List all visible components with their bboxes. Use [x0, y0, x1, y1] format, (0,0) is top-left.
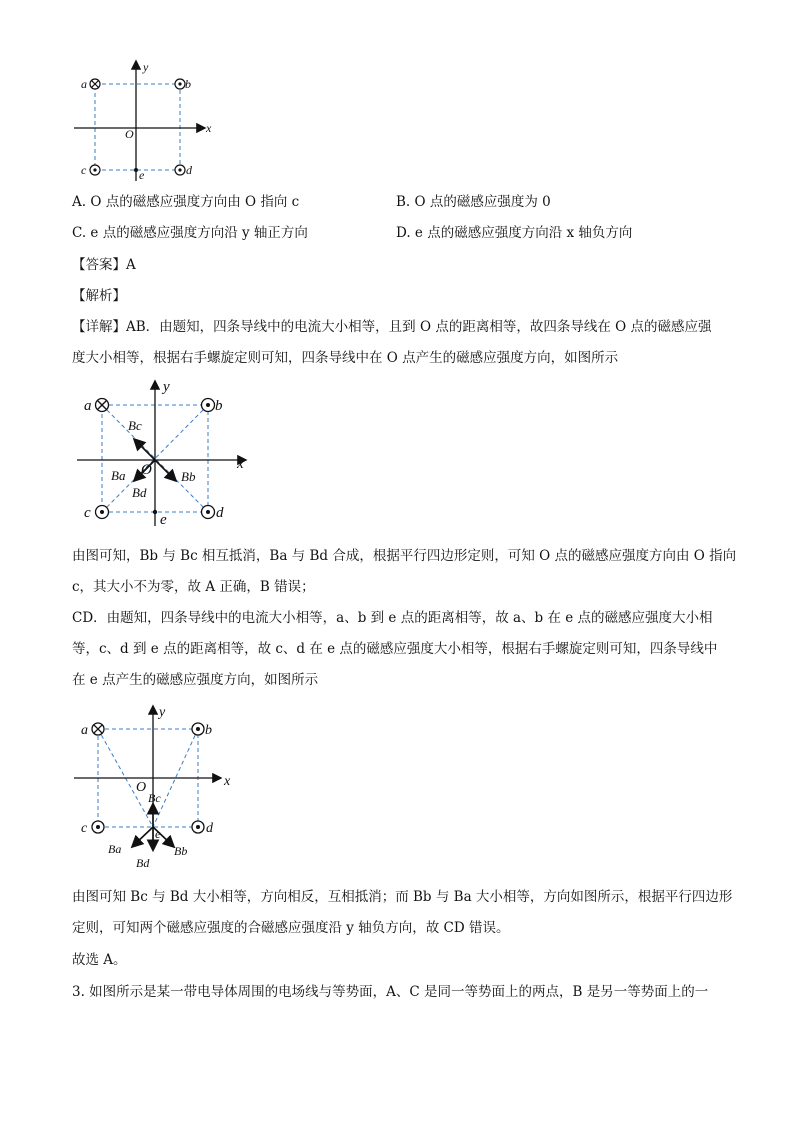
- label-c: c: [84, 505, 91, 521]
- label-y: y: [159, 705, 166, 720]
- answer-label: 【答案】A: [72, 257, 136, 273]
- label-Bc: Bc: [148, 791, 161, 805]
- label-a: a: [81, 723, 88, 738]
- para2-line-2: c，其大小不为零，故 A 正确，B 错误；: [72, 579, 315, 595]
- label-c: c: [81, 163, 87, 177]
- para2-line-3: CD．由题知，四条导线中的电流大小相等，a、b 到 e 点的距离相等，故 a、b 在 e 点的磁感应强度大小相: [72, 610, 713, 626]
- option-c: C. e 点的磁感应强度方向沿 y 轴正方向: [72, 225, 308, 241]
- label-b: b: [185, 77, 191, 91]
- figure-3-diagram: [72, 702, 247, 872]
- label-O: O: [136, 780, 147, 795]
- label-e: e: [160, 512, 167, 528]
- label-d: d: [206, 821, 213, 836]
- label-Bd: Bd: [136, 856, 150, 870]
- label-y: y: [163, 379, 170, 395]
- label-Ba: Ba: [108, 842, 122, 856]
- figure-1-diagram: [70, 58, 220, 183]
- wire-a-into-page-icon: [90, 79, 100, 89]
- label-x: x: [224, 774, 231, 789]
- wire-c-out-of-page-icon: [96, 506, 109, 519]
- figure-2-diagram: [75, 378, 255, 528]
- label-O: O: [141, 462, 152, 478]
- wire-d-out-of-page-icon: [202, 506, 215, 519]
- wire-d-out-of-page-icon: [175, 165, 185, 175]
- detail-line-1: 【详解】AB．由题知，四条导线中的电流大小相等，且到 O 点的距离相等，故四条导线在 O 点的磁感应强: [72, 319, 712, 335]
- para3-line-1: 由图可知 Bc 与 Bd 大小相等，方向相反，互相抵消；而 Bb 与 Ba 大小相等，方向如图所示，根据平行四边形: [72, 889, 733, 905]
- option-b: B. O 点的磁感应强度为 0: [396, 194, 551, 210]
- wire-b-out-of-page-icon: [202, 399, 215, 412]
- para2-line-4: 等，c、d 到 e 点的距离相等，故 c、d 在 e 点的磁感应强度大小相等，根据右手螺旋定则可知，四条导线中: [72, 641, 718, 657]
- label-Bb: Bb: [181, 469, 196, 484]
- wire-a-into-page-icon: [92, 723, 104, 735]
- para2-line-5: 在 e 点产生的磁感应强度方向，如图所示: [72, 672, 319, 688]
- label-e: e: [139, 168, 145, 182]
- wire-b-out-of-page-icon: [175, 79, 185, 89]
- wire-a-into-page-icon: [96, 399, 109, 412]
- analysis-label: 【解析】: [72, 288, 126, 304]
- label-O: O: [125, 127, 134, 141]
- label-a: a: [81, 77, 87, 91]
- label-y: y: [143, 60, 149, 74]
- label-Ba: Ba: [111, 468, 126, 483]
- label-d: d: [216, 505, 224, 521]
- para3-line-2: 定则，可知两个磁感应强度的合磁感应强度沿 y 轴负方向，故 CD 错误。: [72, 920, 510, 936]
- label-c: c: [81, 821, 88, 836]
- label-b: b: [215, 398, 223, 414]
- question-3-stem: 3. 如图所示是某一带电导体周围的电场线与等势面，A、C 是同一等势面上的两点，B 是另一等势面上的一: [72, 984, 709, 1000]
- point-e: [134, 168, 138, 172]
- para2-line-1: 由图可知，Bb 与 Bc 相互抵消，Ba 与 Bd 合成，根据平行四边形定则，可知 O 点的磁感应强度方向由 O 指向: [72, 548, 737, 564]
- para3-line-3: 故选 A。: [72, 952, 127, 968]
- point-e: [153, 510, 157, 514]
- wire-d-out-of-page-icon: [192, 821, 204, 833]
- label-Bb: Bb: [174, 844, 188, 858]
- wire-c-out-of-page-icon: [90, 165, 100, 175]
- label-x: x: [237, 456, 244, 472]
- label-b: b: [205, 723, 212, 738]
- option-d: D. e 点的磁感应强度方向沿 x 轴负方向: [396, 225, 633, 241]
- detail-line-2: 度大小相等，根据右手螺旋定则可知，四条导线中在 O 点产生的磁感应强度方向，如图所示: [72, 350, 619, 366]
- wire-b-out-of-page-icon: [192, 723, 204, 735]
- label-Bc: Bc: [128, 418, 142, 433]
- label-Bd: Bd: [132, 485, 147, 500]
- wire-c-out-of-page-icon: [92, 821, 104, 833]
- label-x: x: [206, 121, 212, 135]
- label-a: a: [84, 398, 92, 414]
- label-e: e: [155, 826, 161, 841]
- option-a: A. O 点的磁感应强度方向由 O 指向 c: [72, 194, 300, 210]
- label-d: d: [186, 163, 192, 177]
